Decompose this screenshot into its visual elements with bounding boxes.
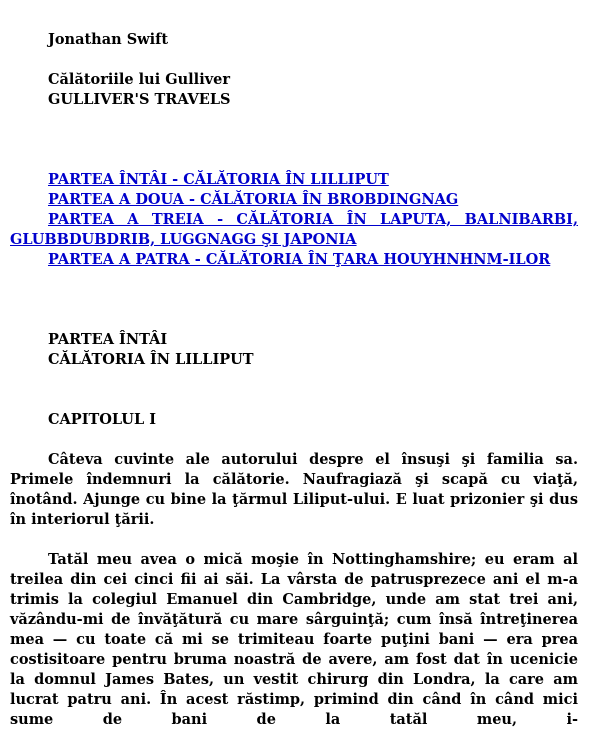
toc-link-part-3[interactable]: PARTEA A TREIA - CĂLĂTORIA ÎN LAPUTA, BALNIBARBI, GLUBBDUBDRIB, LUGGNAGG ŞI JAPONIA	[10, 211, 578, 248]
document-page	[10, 30, 578, 730]
spacer	[10, 50, 578, 70]
spacer	[10, 530, 578, 550]
toc-link-part-2[interactable]: PARTEA A DOUA - CĂLĂTORIA ÎN BROBDINGNAG	[48, 191, 459, 208]
spacer	[10, 270, 578, 330]
book-title-romanian: Călătoriile lui Gulliver	[48, 71, 230, 88]
body-paragraph: Tatăl meu avea o mică moşie în Nottinghamshire; eu eram al treilea din cei cinci fii ai săi. La vârsta de patrusprezece ani el m-a trimis la colegiul Emanuel din Cambridge, unde am stat trei ani, văzându-mi de învăţătură cu mare sârguinţă; cum însă întreţinerea mea — cu toate că mi se trimiteau foarte puţini bani — era prea costisitoare pentru bruma noastră de avere, am fost dat în ucenicie la domnul James Bates, un vestit chirurg din Londra, la care am lucrat patru ani. În acest răstimp, primind din când în când mici sume de bani de la tatăl meu, i-	[10, 551, 578, 728]
toc-link-part-1[interactable]: PARTEA ÎNTÂI - CĂLĂTORIA ÎN LILLIPUT	[48, 171, 389, 188]
toc-item-part-1	[10, 170, 578, 190]
toc-item-part-4	[10, 250, 578, 270]
part-subheading: CĂLĂTORIA ÎN LILLIPUT	[48, 351, 254, 368]
book-title-english: GULLIVER'S TRAVELS	[48, 91, 231, 108]
spacer	[10, 110, 578, 170]
table-of-contents	[10, 170, 578, 270]
part-heading: PARTEA ÎNTÂI	[48, 331, 168, 348]
toc-link-part-4[interactable]: PARTEA A PATRA - CĂLĂTORIA ÎN ŢARA HOUYHNHNM-ILOR	[48, 251, 551, 268]
spacer	[10, 430, 578, 450]
chapter-heading: CAPITOLUL I	[48, 411, 156, 428]
author-name: Jonathan Swift	[48, 31, 169, 48]
toc-item-part-2	[10, 190, 578, 210]
chapter-summary: Câteva cuvinte ale autorului despre el însuşi şi familia sa. Primele îndemnuri la călătorie. Naufragiază şi scapă cu viaţă, înotând. Ajunge cu bine la ţărmul Liliput-ului. E luat prizonier şi dus în interiorul ţării.	[10, 451, 578, 528]
toc-item-part-3	[10, 210, 578, 250]
spacer	[10, 370, 578, 410]
